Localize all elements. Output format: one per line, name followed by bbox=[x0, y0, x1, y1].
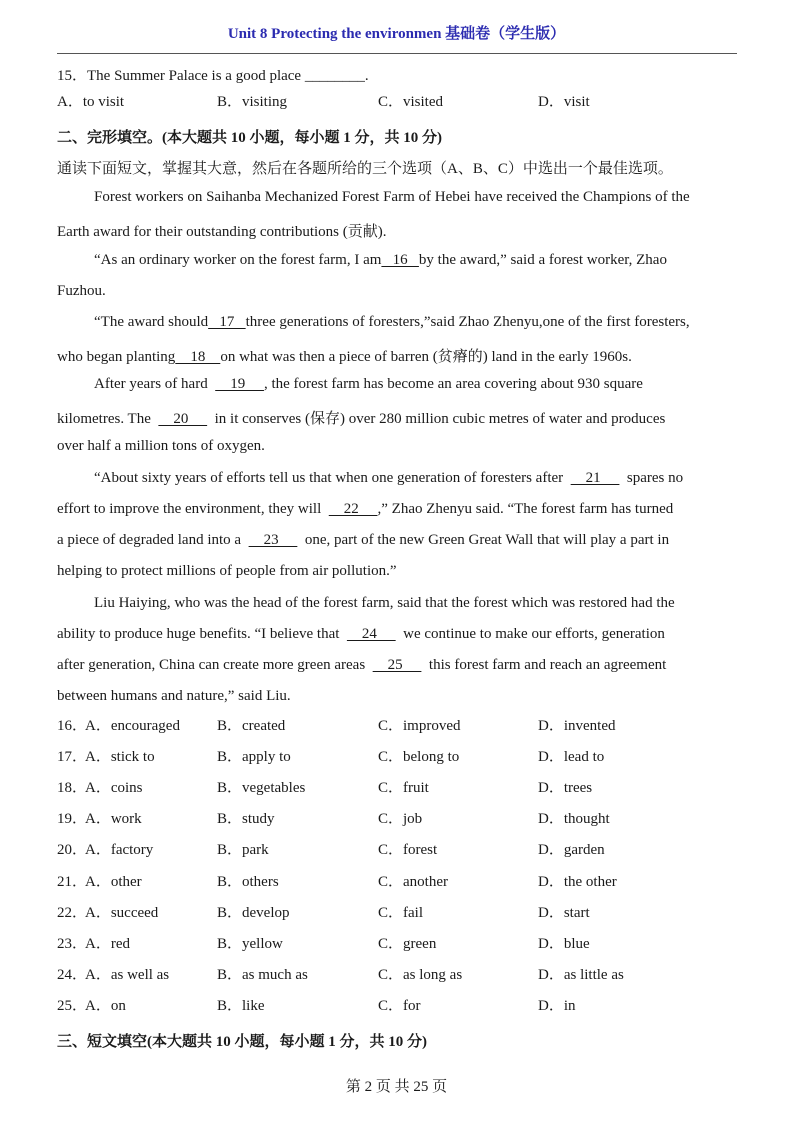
cloze-option-c: C．as long as bbox=[378, 967, 463, 983]
cloze-option-c: C．improved bbox=[378, 718, 461, 734]
section-2-heading: 二、完形填空。(本大题共 10 小题，每小题 1 分，共 10 分) bbox=[57, 130, 442, 146]
cloze-option-b: B．park bbox=[217, 842, 269, 858]
q15-option-b: B．visiting bbox=[217, 94, 288, 110]
cloze-option-b: B．apply to bbox=[217, 749, 291, 765]
cloze-option-b: B．as much as bbox=[217, 967, 308, 983]
cloze-option-d: D．garden bbox=[538, 842, 605, 858]
passage-line: After years of hard 19 , the forest farm has become an area covering about 930 square bbox=[94, 376, 643, 392]
cloze-option-d: D．in bbox=[538, 998, 576, 1014]
cloze-option-a: A．coins bbox=[85, 780, 143, 796]
section-3-heading: 三、短文填空(本大题共 10 小题，每小题 1 分，共 10 分) bbox=[57, 1034, 427, 1050]
question-number: 23． bbox=[57, 936, 88, 952]
question-number: 20． bbox=[57, 842, 88, 858]
cloze-option-c: C．for bbox=[378, 998, 421, 1014]
cloze-option-c: C．fruit bbox=[378, 780, 429, 796]
blank-23: 23 bbox=[248, 532, 298, 548]
passage-line: a piece of degraded land into a 23 one, part of the new Green Great Wall that will play a part in bbox=[57, 532, 670, 548]
cloze-option-b: B．created bbox=[217, 718, 286, 734]
cloze-option-b: B．yellow bbox=[217, 936, 283, 952]
passage-line: Liu Haiying, who was the head of the forest farm, said that the forest which was restored had the bbox=[94, 595, 675, 611]
passage-line: between humans and nature,” said Liu. bbox=[57, 688, 291, 704]
cloze-option-b: B．like bbox=[217, 998, 265, 1014]
passage-line: “As an ordinary worker on the forest farm, I am 16 by the award,” said a forest worker, Zhao bbox=[94, 252, 667, 268]
q15-option-d: D．visit bbox=[538, 94, 590, 110]
blank-17: 17 bbox=[208, 314, 246, 330]
cloze-option-a: A．on bbox=[85, 998, 126, 1014]
q15-option-a: A．to visit bbox=[57, 94, 125, 110]
cloze-option-d: D．lead to bbox=[538, 749, 605, 765]
cloze-option-d: D．invented bbox=[538, 718, 616, 734]
blank-25: 25 bbox=[372, 657, 422, 673]
passage-line: Earth award for their outstanding contributions (贡献). bbox=[57, 224, 387, 240]
cloze-option-a: A．succeed bbox=[85, 905, 159, 921]
passage-line: ability to produce huge benefits. “I believe that 24 we continue to make our efforts, generation bbox=[57, 626, 665, 642]
passage-line: “About sixty years of efforts tell us that when one generation of foresters after 21 spares no bbox=[94, 470, 684, 486]
page-footer-number: 第 2 页 共 25 页 bbox=[345, 1079, 448, 1095]
question-number: 18． bbox=[57, 780, 88, 796]
q15-option-c: C．visited bbox=[378, 94, 444, 110]
cloze-option-a: A．other bbox=[85, 874, 142, 890]
cloze-option-b: B．develop bbox=[217, 905, 290, 921]
blank-16: 16 bbox=[381, 252, 419, 268]
passage-line: helping to protect millions of people from air pollution.” bbox=[57, 563, 397, 579]
passage-line: who began planting 18 on what was then a piece of barren (贫瘠的) land in the early 1960s. bbox=[57, 349, 632, 365]
question-number: 16． bbox=[57, 718, 88, 734]
question-number: 17． bbox=[57, 749, 88, 765]
question-number: 24． bbox=[57, 967, 88, 983]
cloze-option-c: C．forest bbox=[378, 842, 438, 858]
passage-line: over half a million tons of oxygen. bbox=[57, 438, 265, 454]
cloze-option-d: D．thought bbox=[538, 811, 610, 827]
question-number: 19． bbox=[57, 811, 88, 827]
passage-line: effort to improve the environment, they will 22 ,” Zhao Zhenyu said. “The forest farm has turned bbox=[57, 501, 674, 517]
passage-line: kilometres. The 20 in it conserves (保存) over 280 million cubic metres of water and produces bbox=[57, 411, 666, 427]
passage-line: Forest workers on Saihanba Mechanized Forest Farm of Hebei have received the Champions of the bbox=[94, 189, 690, 205]
cloze-option-a: A．factory bbox=[85, 842, 154, 858]
cloze-option-a: A．as well as bbox=[85, 967, 170, 983]
header-divider bbox=[57, 53, 737, 54]
cloze-option-c: C．green bbox=[378, 936, 437, 952]
cloze-option-d: D．as little as bbox=[538, 967, 624, 983]
blank-20: 20 bbox=[158, 411, 208, 427]
cloze-option-a: A．work bbox=[85, 811, 142, 827]
cloze-option-c: C．job bbox=[378, 811, 423, 827]
section-2-instruction: 通读下面短文，掌握其大意，然后在各题所给的三个选项（A、B、C）中选出一个最佳选项。 bbox=[57, 161, 673, 177]
cloze-option-b: B．others bbox=[217, 874, 279, 890]
question-number: 21． bbox=[57, 874, 88, 890]
cloze-option-d: D．trees bbox=[538, 780, 593, 796]
passage-line: Fuzhou. bbox=[57, 283, 106, 299]
cloze-option-d: D．blue bbox=[538, 936, 590, 952]
cloze-option-c: C．another bbox=[378, 874, 448, 890]
blank-18: 18 bbox=[175, 349, 221, 365]
cloze-option-a: A．stick to bbox=[85, 749, 155, 765]
cloze-option-b: B．vegetables bbox=[217, 780, 306, 796]
cloze-option-d: D．the other bbox=[538, 874, 617, 890]
cloze-option-d: D．start bbox=[538, 905, 590, 921]
blank-19: 19 bbox=[215, 376, 264, 392]
cloze-option-c: C．fail bbox=[378, 905, 423, 921]
cloze-option-b: B．study bbox=[217, 811, 275, 827]
cloze-option-c: C．belong to bbox=[378, 749, 460, 765]
blank-24: 24 bbox=[346, 626, 396, 642]
cloze-option-a: A．red bbox=[85, 936, 130, 952]
cloze-option-a: A．encouraged bbox=[85, 718, 180, 734]
blank-22: 22 bbox=[328, 501, 378, 517]
question-15-stem: 15．The Summer Palace is a good place ________. bbox=[57, 68, 369, 84]
blank-21: 21 bbox=[570, 470, 620, 486]
question-number: 25． bbox=[57, 998, 88, 1014]
passage-line: after generation, China can create more green areas 25 this forest farm and reach an agreement bbox=[57, 657, 667, 673]
page-header-title: Unit 8 Protecting the environmen 基础卷（学生版） bbox=[227, 26, 566, 42]
passage-line: “The award should 17 three generations of foresters,”said Zhao Zhenyu,one of the first foresters, bbox=[94, 314, 690, 330]
question-number: 22． bbox=[57, 905, 88, 921]
